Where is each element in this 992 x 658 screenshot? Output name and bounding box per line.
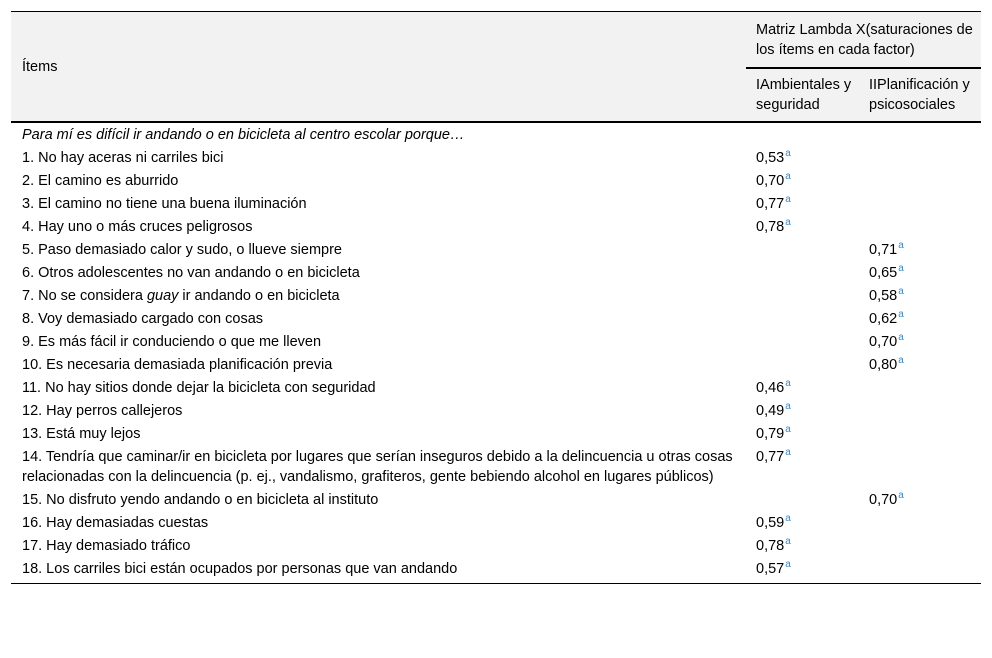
table-row <box>11 308 981 331</box>
factor1-loading: 0,46$^a$ <box>756 378 791 396</box>
table-row <box>11 216 981 239</box>
footnote-marker[interactable]: a <box>898 240 904 251</box>
item-text: 7. No se considera guay ir andando o en bicicleta <box>22 288 340 304</box>
factor1-loading: 0,57$^a$ <box>746 558 859 584</box>
item-text: 18. Los carriles bici están ocupados por personas que van andando <box>11 558 746 584</box>
item-text: 13. Está muy lejos <box>22 426 141 442</box>
factor2-loading <box>859 170 981 193</box>
item-text: 9. Es más fácil ir conduciendo o que me lleven <box>22 334 322 350</box>
factor2-loading <box>859 147 981 170</box>
footnote-marker[interactable]: a <box>898 263 904 274</box>
factor-loadings-table <box>11 11 981 584</box>
factor2-loading <box>859 400 981 423</box>
factor1-loading: 0,53$^a$ <box>756 148 791 166</box>
footnote-marker[interactable]: a <box>898 332 904 343</box>
factor1-loading <box>746 262 859 285</box>
table-row <box>11 512 981 535</box>
factor2-loading: 0,58$^a$ <box>869 286 904 304</box>
factor1-loading: 0,78$^a$ <box>756 217 791 235</box>
footnote-marker[interactable]: a <box>898 355 904 366</box>
intro-text: Para mí es difícil ir andando o en bicicleta al centro escolar porque… <box>22 127 465 143</box>
factor1-header: IAmbientales y seguridad <box>746 68 859 122</box>
factor2-loading: 0,70$^a$ <box>869 332 904 350</box>
factor2-loading <box>859 377 981 400</box>
table-row <box>11 170 981 193</box>
footnote-marker[interactable]: a <box>785 194 791 205</box>
footnote-marker[interactable]: a <box>898 286 904 297</box>
table-row <box>11 147 981 170</box>
factor1-loading: 0,70$^a$ <box>756 171 791 189</box>
factor2-loading: 0,65$^a$ <box>869 263 904 281</box>
footnote-marker[interactable]: a <box>785 401 791 412</box>
item-text: 14. Tendría que caminar/ir en bicicleta por lugares que serían inseguros debido a la delincuencia u otras cosas relacionadas con la delincuencia (p. ej., vandalismo, grafiteros, gente bebiendo alcohol en lugares públicos) <box>22 449 733 485</box>
factor1-loading <box>746 239 859 262</box>
footnote-marker[interactable]: a <box>898 309 904 320</box>
factor2-loading <box>859 216 981 239</box>
table-row <box>11 446 981 489</box>
item-text: 16. Hay demasiadas cuestas <box>22 515 209 531</box>
lambda-matrix-header: Matriz Lambda X(saturaciones de los ítems en cada factor) <box>746 12 981 69</box>
table-row <box>11 535 981 558</box>
intro-row <box>11 122 981 147</box>
item-text: 15. No disfruto yendo andando o en bicicleta al instituto <box>22 492 379 508</box>
item-text: 1. No hay aceras ni carriles bici <box>22 150 224 166</box>
footnote-marker[interactable]: a <box>785 513 791 524</box>
factor1-loading: 0,78$^a$ <box>756 536 791 554</box>
footnote-marker[interactable]: a <box>785 171 791 182</box>
factor2-header: IIPlanificación y psicosociales <box>859 68 981 122</box>
factor1-loading: 0,59$^a$ <box>756 513 791 531</box>
footnote-marker[interactable]: a <box>785 536 791 547</box>
factor1-loading <box>746 331 859 354</box>
table-row <box>11 400 981 423</box>
factor1-loading: 0,77$^a$ <box>756 194 791 212</box>
factor1-loading <box>746 354 859 377</box>
item-text: 12. Hay perros callejeros <box>22 403 183 419</box>
item-text: 3. El camino no tiene una buena iluminación <box>22 196 307 212</box>
factor2-loading <box>859 423 981 446</box>
item-text: 6. Otros adolescentes no van andando o en bicicleta <box>22 265 360 281</box>
item-text: 8. Voy demasiado cargado con cosas <box>22 311 264 327</box>
footnote-marker[interactable]: a <box>785 148 791 159</box>
footnote-marker[interactable]: a <box>785 424 791 435</box>
table-body <box>11 122 981 584</box>
item-text: 11. No hay sitios donde dejar la bicicleta con seguridad <box>22 380 376 396</box>
factor1-loading <box>746 308 859 331</box>
item-text: 2. El camino es aburrido <box>22 173 179 189</box>
item-text: 17. Hay demasiado tráfico <box>22 538 191 554</box>
factor1-loading: 0,49$^a$ <box>756 401 791 419</box>
footnote-marker[interactable]: a <box>785 378 791 389</box>
item-text: 4. Hay uno o más cruces peligrosos <box>22 219 253 235</box>
factor2-loading <box>859 512 981 535</box>
factor1-loading <box>746 489 859 512</box>
footnote-marker[interactable]: a <box>785 447 791 458</box>
table-row <box>11 423 981 446</box>
factor2-loading: 0,62$^a$ <box>869 309 904 327</box>
factor2-loading <box>859 446 981 489</box>
header-row-1 <box>11 12 981 69</box>
footnote-marker[interactable]: a <box>785 217 791 228</box>
items-column-header: Ítems <box>11 12 746 123</box>
footnote-marker[interactable]: a <box>785 559 791 570</box>
loadings-table-container <box>11 11 981 584</box>
factor2-loading <box>859 535 981 558</box>
factor2-loading: 0,70$^a$ <box>869 490 904 508</box>
table-row <box>11 377 981 400</box>
table-row <box>11 331 981 354</box>
table-row <box>11 354 981 377</box>
table-row <box>11 489 981 512</box>
item-text: 10. Es necesaria demasiada planificación previa <box>22 357 333 373</box>
item-text: 5. Paso demasiado calor y sudo, o llueve siempre <box>22 242 342 258</box>
table-row <box>11 193 981 216</box>
table-row <box>11 558 981 584</box>
factor2-loading <box>859 193 981 216</box>
table-row <box>11 285 981 308</box>
factor2-loading: 0,80$^a$ <box>869 355 904 373</box>
factor2-loading: 0,71$^a$ <box>869 240 904 258</box>
factor1-loading <box>746 285 859 308</box>
factor1-loading: 0,79$^a$ <box>756 424 791 442</box>
footnote-marker[interactable]: a <box>898 490 904 501</box>
table-row <box>11 262 981 285</box>
table-row <box>11 239 981 262</box>
factor1-loading: 0,77$^a$ <box>756 447 791 465</box>
factor2-loading <box>859 558 981 584</box>
